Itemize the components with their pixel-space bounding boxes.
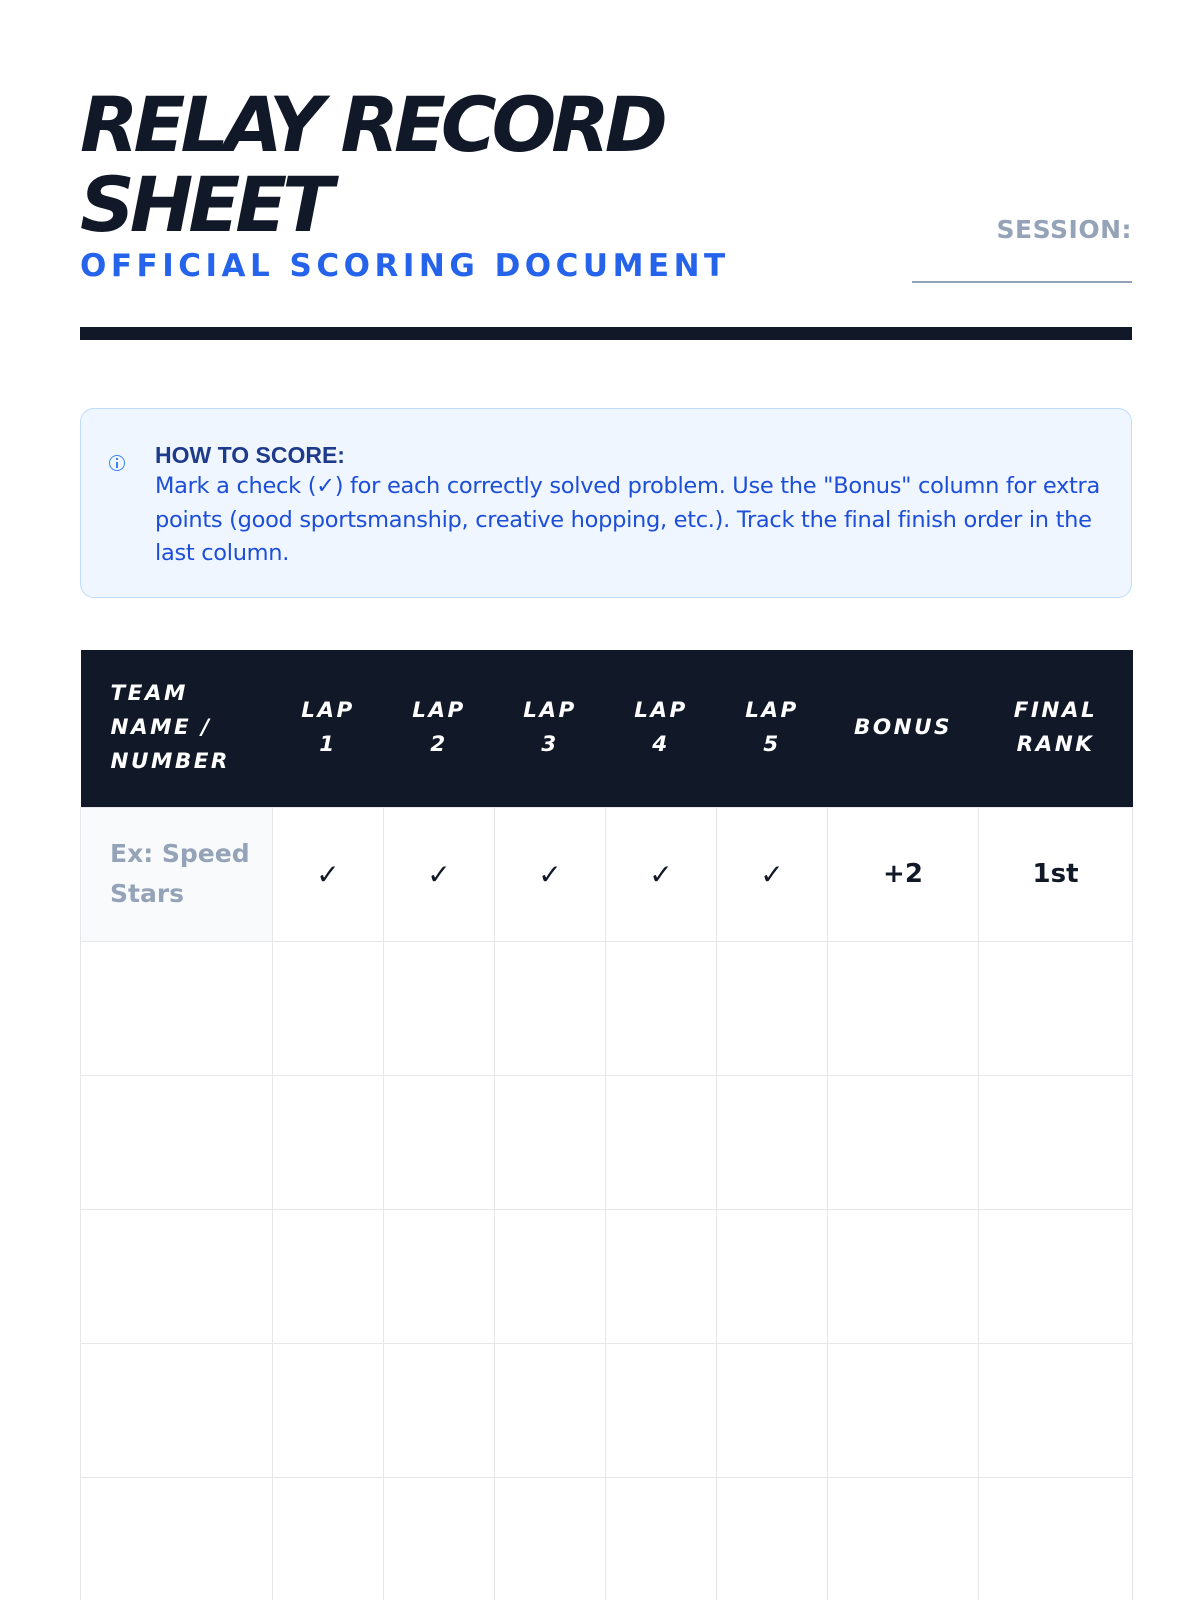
lap-cell[interactable] [384, 941, 495, 1075]
team-cell[interactable] [81, 1075, 273, 1209]
lap-cell[interactable] [606, 807, 717, 941]
lap-cell[interactable] [273, 941, 384, 1075]
column-header-final-rank: FINAL RANK [1013, 698, 1098, 758]
table-row [81, 1343, 1133, 1477]
lap-cell[interactable] [495, 1477, 606, 1600]
team-cell[interactable] [81, 1209, 273, 1343]
table-row [81, 1075, 1133, 1209]
table-row [81, 1209, 1133, 1343]
rank-cell[interactable] [979, 1477, 1133, 1600]
lap-cell[interactable] [384, 1343, 495, 1477]
bonus-value: +2 [883, 859, 923, 889]
score-table-wrapper [80, 650, 1132, 1600]
check-mark: ✓ [538, 857, 562, 891]
team-cell[interactable] [81, 941, 273, 1075]
lap-cell[interactable] [495, 807, 606, 941]
header-divider [80, 327, 1132, 340]
lap-cell[interactable] [273, 1477, 384, 1600]
team-cell[interactable] [81, 807, 273, 941]
lap-cell[interactable] [606, 1075, 717, 1209]
bonus-cell[interactable] [828, 1209, 979, 1343]
table-row-example [81, 807, 1133, 941]
lap-cell[interactable] [606, 1343, 717, 1477]
bonus-cell[interactable] [828, 1343, 979, 1477]
lap-cell[interactable] [273, 1343, 384, 1477]
instructions-body: Mark a check (✓) for each correctly solved problem. Use the "Bonus" column for extra points (good sportsmanship, creative hopping, etc.). Track the final finish order in the last column. [155, 473, 1100, 566]
score-table [80, 650, 1133, 1600]
team-cell[interactable] [81, 1343, 273, 1477]
page-subtitle: OFFICIAL SCORING DOCUMENT [80, 248, 730, 284]
lap-cell[interactable] [273, 1075, 384, 1209]
session-field[interactable] [912, 215, 1132, 244]
scoring-instructions [80, 408, 1132, 598]
lap-cell[interactable] [495, 1343, 606, 1477]
lap-cell[interactable] [495, 1075, 606, 1209]
table-row [81, 941, 1133, 1075]
bonus-cell[interactable] [828, 1075, 979, 1209]
team-cell[interactable] [81, 1477, 273, 1600]
bonus-cell[interactable] [828, 807, 979, 941]
check-mark: ✓ [316, 857, 340, 891]
rank-cell[interactable] [979, 941, 1133, 1075]
record-sheet-page [80, 0, 1132, 1600]
check-mark: ✓ [427, 857, 451, 891]
lap-cell[interactable] [273, 1209, 384, 1343]
column-header-lap-4: LAP 4 [634, 698, 688, 758]
lap-cell[interactable] [384, 1209, 495, 1343]
column-header-bonus: BONUS [853, 715, 953, 741]
rank-value: 1st [1032, 859, 1079, 889]
lap-cell[interactable] [717, 1477, 828, 1600]
column-header-lap-3: LAP 3 [523, 698, 577, 758]
lap-cell[interactable] [495, 1209, 606, 1343]
bonus-cell[interactable] [828, 941, 979, 1075]
table-header-row [81, 650, 1133, 807]
example-team-name: Ex: Speed Stars [110, 839, 250, 908]
lap-cell[interactable] [717, 1075, 828, 1209]
page-title: RELAY RECORD SHEET [80, 80, 663, 249]
lap-cell[interactable] [273, 807, 384, 941]
check-mark: ✓ [760, 857, 784, 891]
column-header-lap-1: LAP 1 [301, 698, 355, 758]
instructions-text [155, 440, 1111, 571]
lap-cell[interactable] [606, 941, 717, 1075]
column-header-team: TEAM NAME / NUMBER [110, 681, 230, 775]
page-header [80, 80, 1132, 345]
table-row [81, 1477, 1133, 1600]
column-header-lap-2: LAP 2 [412, 698, 466, 758]
lap-cell[interactable] [384, 1477, 495, 1600]
lap-cell[interactable] [606, 1477, 717, 1600]
lap-cell[interactable] [717, 1343, 828, 1477]
check-mark: ✓ [649, 857, 673, 891]
rank-cell[interactable] [979, 1209, 1133, 1343]
column-header-lap-5: LAP 5 [745, 698, 799, 758]
lap-cell[interactable] [717, 1209, 828, 1343]
lap-cell[interactable] [717, 807, 828, 941]
instructions-heading: HOW TO SCORE: [155, 442, 345, 468]
lap-cell[interactable] [495, 941, 606, 1075]
lap-cell[interactable] [606, 1209, 717, 1343]
bonus-cell[interactable] [828, 1477, 979, 1600]
rank-cell[interactable] [979, 1075, 1133, 1209]
lap-cell[interactable] [384, 807, 495, 941]
session-label: SESSION: [996, 215, 1132, 244]
lap-cell[interactable] [717, 941, 828, 1075]
info-icon [109, 455, 125, 471]
rank-cell[interactable] [979, 807, 1133, 941]
lap-cell[interactable] [384, 1075, 495, 1209]
rank-cell[interactable] [979, 1343, 1133, 1477]
session-write-line[interactable] [912, 281, 1132, 283]
